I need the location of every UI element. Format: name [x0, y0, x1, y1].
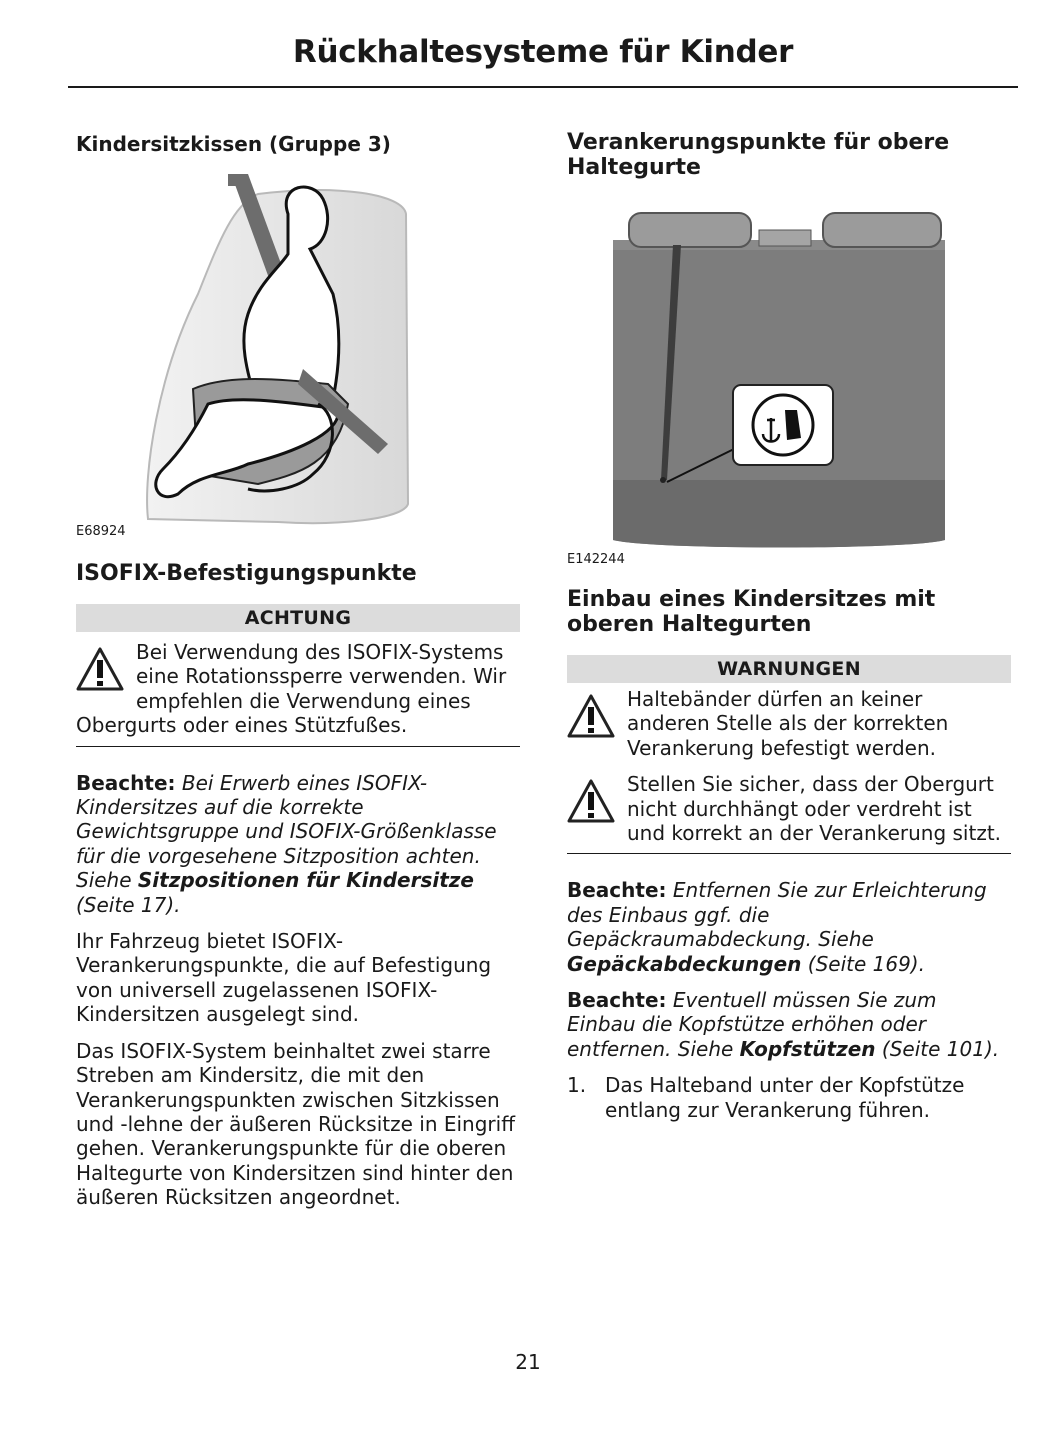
note-label: Beachte: [567, 878, 667, 903]
figure-code-2: E142244 [567, 552, 625, 567]
note-text: Bei Erwerb eines ISOFIX-Kindersitzes auf die korrekte Gewichtsgruppe und ISOFIX-Größenklasse für die vorgesehene Sitzposition achten. Siehe [76, 770, 497, 893]
left-column [76, 130, 520, 1210]
warning-icon [567, 778, 615, 824]
page-number: 21 [515, 1350, 541, 1374]
isofix-heading: ISOFIX-Befestigungspunkte [76, 561, 417, 586]
note-label: Beachte: [76, 770, 176, 795]
note-ref: (Seite 17). [76, 892, 181, 917]
warning-icon [76, 646, 124, 692]
note-text: Eventuell müssen Sie zum Einbau die Kopfstütze erhöhen oder entfernen. Siehe [567, 988, 937, 1061]
booster-heading: Kindersitzkissen (Gruppe 3) [76, 132, 391, 156]
tether-anchor-illustration [611, 210, 947, 550]
warnings-bar: WARNUNGEN [567, 655, 1011, 683]
child-booster-illustration [138, 174, 412, 526]
link-sitzpositionen[interactable]: Sitzpositionen für Kindersitze [137, 868, 474, 893]
note-ref: (Seite 101). [881, 1036, 1000, 1061]
warnings-divider [567, 853, 1011, 854]
warning-text-1: Haltebänder dürfen an keiner anderen Stelle als der korrekten Verankerung befestigt werden. [627, 687, 949, 760]
caution-block [76, 640, 520, 738]
note-head-restraint [567, 988, 1011, 1061]
caution-bar: ACHTUNG [76, 604, 520, 632]
note-luggage-cover [567, 878, 1011, 976]
anchor-figure [611, 210, 947, 550]
title-divider [68, 86, 1018, 88]
list-item [567, 1073, 1011, 1122]
caution-divider [76, 746, 520, 747]
paragraph-isofix-system: Das ISOFIX-System beinhaltet zwei starre Streben am Kindersitz, die mit den Verankerungspunkten zwischen Sitzkissen und -lehne der äußeren Rücksitze in Eingriff gehen. Verankerungspunkte für die oberen Haltegurte von Kindersitzen sind hinter den äußeren Rücksitzen angeordnet. [76, 1038, 515, 1210]
figure-code: E68924 [76, 524, 126, 539]
link-kopfstuetzen[interactable]: Kopfstützen [739, 1036, 876, 1061]
step-text: Das Halteband unter der Kopfstütze entlang zur Verankerung führen. [605, 1073, 965, 1122]
page-title: Rückhaltesysteme für Kinder [292, 34, 794, 70]
caution-text: Bei Verwendung des ISOFIX-Systems eine Rotationssperre verwenden. Wir empfehlen die Verwendung eines Obergurts oder eines Stützfußes. [76, 640, 507, 738]
link-gepaeckabdeckungen[interactable]: Gepäckabdeckungen [567, 951, 802, 976]
paragraph-isofix-points: Ihr Fahrzeug bietet ISOFIX-Verankerungspunkte, die auf Befestigung von universell zugelassenen ISOFIX-Kindersitzen ausgelegt sind. [76, 929, 492, 1027]
right-column [567, 130, 1011, 1122]
warning-block-1 [567, 687, 1011, 760]
step-number: 1. [567, 1073, 587, 1098]
warning-block-2 [567, 772, 1011, 845]
warning-text-2: Stellen Sie sicher, dass der Obergurt nicht durchhängt oder verdreht ist und korrekt an der Verankerung sitzt. [627, 772, 1002, 846]
warning-icon [567, 693, 615, 739]
note-text: Entfernen Sie zur Erleichterung des Einbaus ggf. die Gepäckraumabdeckung. Siehe [567, 878, 987, 952]
note-ref: (Seite 169). [807, 951, 925, 976]
note-label: Beachte: [567, 988, 667, 1013]
booster-seat-figure [138, 174, 412, 526]
note-isofix [76, 771, 520, 917]
anchor-heading: Verankerungspunkte für obere Haltegurte [567, 130, 950, 180]
install-heading: Einbau eines Kindersitzes mit oberen Haltegurten [567, 587, 936, 637]
